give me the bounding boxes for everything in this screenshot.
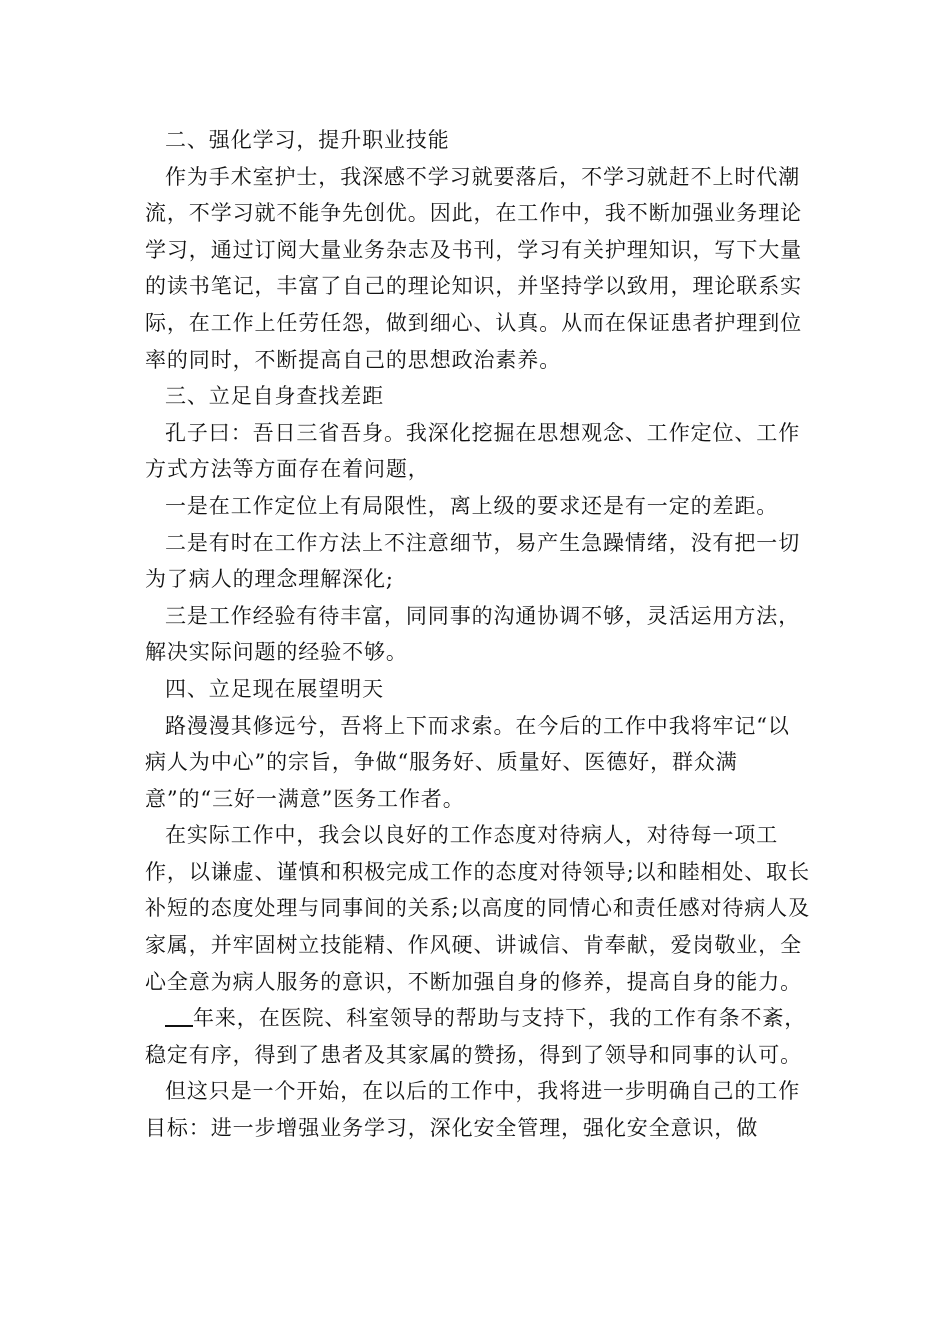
document-page	[145, 122, 810, 1147]
paragraph-beginning: 但这只是一个开始，在以后的工作中，我将进一步明确自己的工作目标：进一步增强业务学习，深化安全管理，强化安全意识，做	[145, 1079, 801, 1141]
paragraph-study: 作为手术室护士，我深感不学习就要落后，不学习就赶不上时代潮流，不学习就不能争先创优。因此，在工作中，我不断加强业务理论学习，通过订阅大量业务杂志及书刊，学习有关护理知识，写下大量的读书笔记，丰富了自己的理论知识，并坚持学以致用，理论联系实际，在工作上任劳任怨，做到细心、认真。从而在保证患者护理到位率的同时，不断提高自己的思想政治素养。	[145, 164, 802, 372]
section-heading-study: 二、强化学习，提升职业技能	[165, 128, 450, 152]
section-heading-gaps: 三、立足自身查找差距	[165, 384, 384, 409]
paragraph-point-two: 二是有时在工作方法上不注意细节，易产生急躁情绪，没有把一切为了病人的理念理解深化;	[145, 530, 801, 592]
paragraph-practice: 在实际工作中，我会以良好的工作态度对待病人，对待每一项工作，以谦虚、谨慎和积极完成工作的态度对待领导;以和睦相处、取长补短的态度处理与同事间的关系;以高度的同情心和责任感对待病人及家属，并牢固树立技能精、作风硬、讲诚信、肯奉献，爱岗敬业，全心全意为病人服务的意识，不断加强自身的修养，提高自身的能力。	[145, 823, 810, 994]
section-heading-future: 四、立足现在展望明天	[165, 676, 384, 701]
paragraph-year	[145, 1000, 810, 1073]
paragraph-point-three: 三是工作经验有待丰富，同同事的沟通协调不够，灵活运用方法，解决实际问题的经验不够。	[145, 603, 801, 665]
paragraph-point-one: 一是在工作定位上有局限性，离上级的要求还是有一定的差距。	[165, 493, 779, 518]
paragraph-year-text: 年来，在医院、科室领导的帮助与支持下，我的工作有条不紊，稳定有序，得到了患者及其家属的赞扬，得到了领导和同事的认可。	[145, 1006, 807, 1067]
paragraph-road: 路漫漫其修远兮，吾将上下而求索。在今后的工作中我将牢记“以病人为中心”的宗旨，争做“服务好、质量好、医德好，群众满意”的“三好一满意”医务工作者。	[145, 713, 790, 811]
paragraph-confucius: 孔子曰：吾日三省吾身。我深化挖掘在思想观念、工作定位、工作方式方法等方面存在着问题，	[145, 420, 801, 482]
fill-in-blank	[165, 1005, 193, 1027]
